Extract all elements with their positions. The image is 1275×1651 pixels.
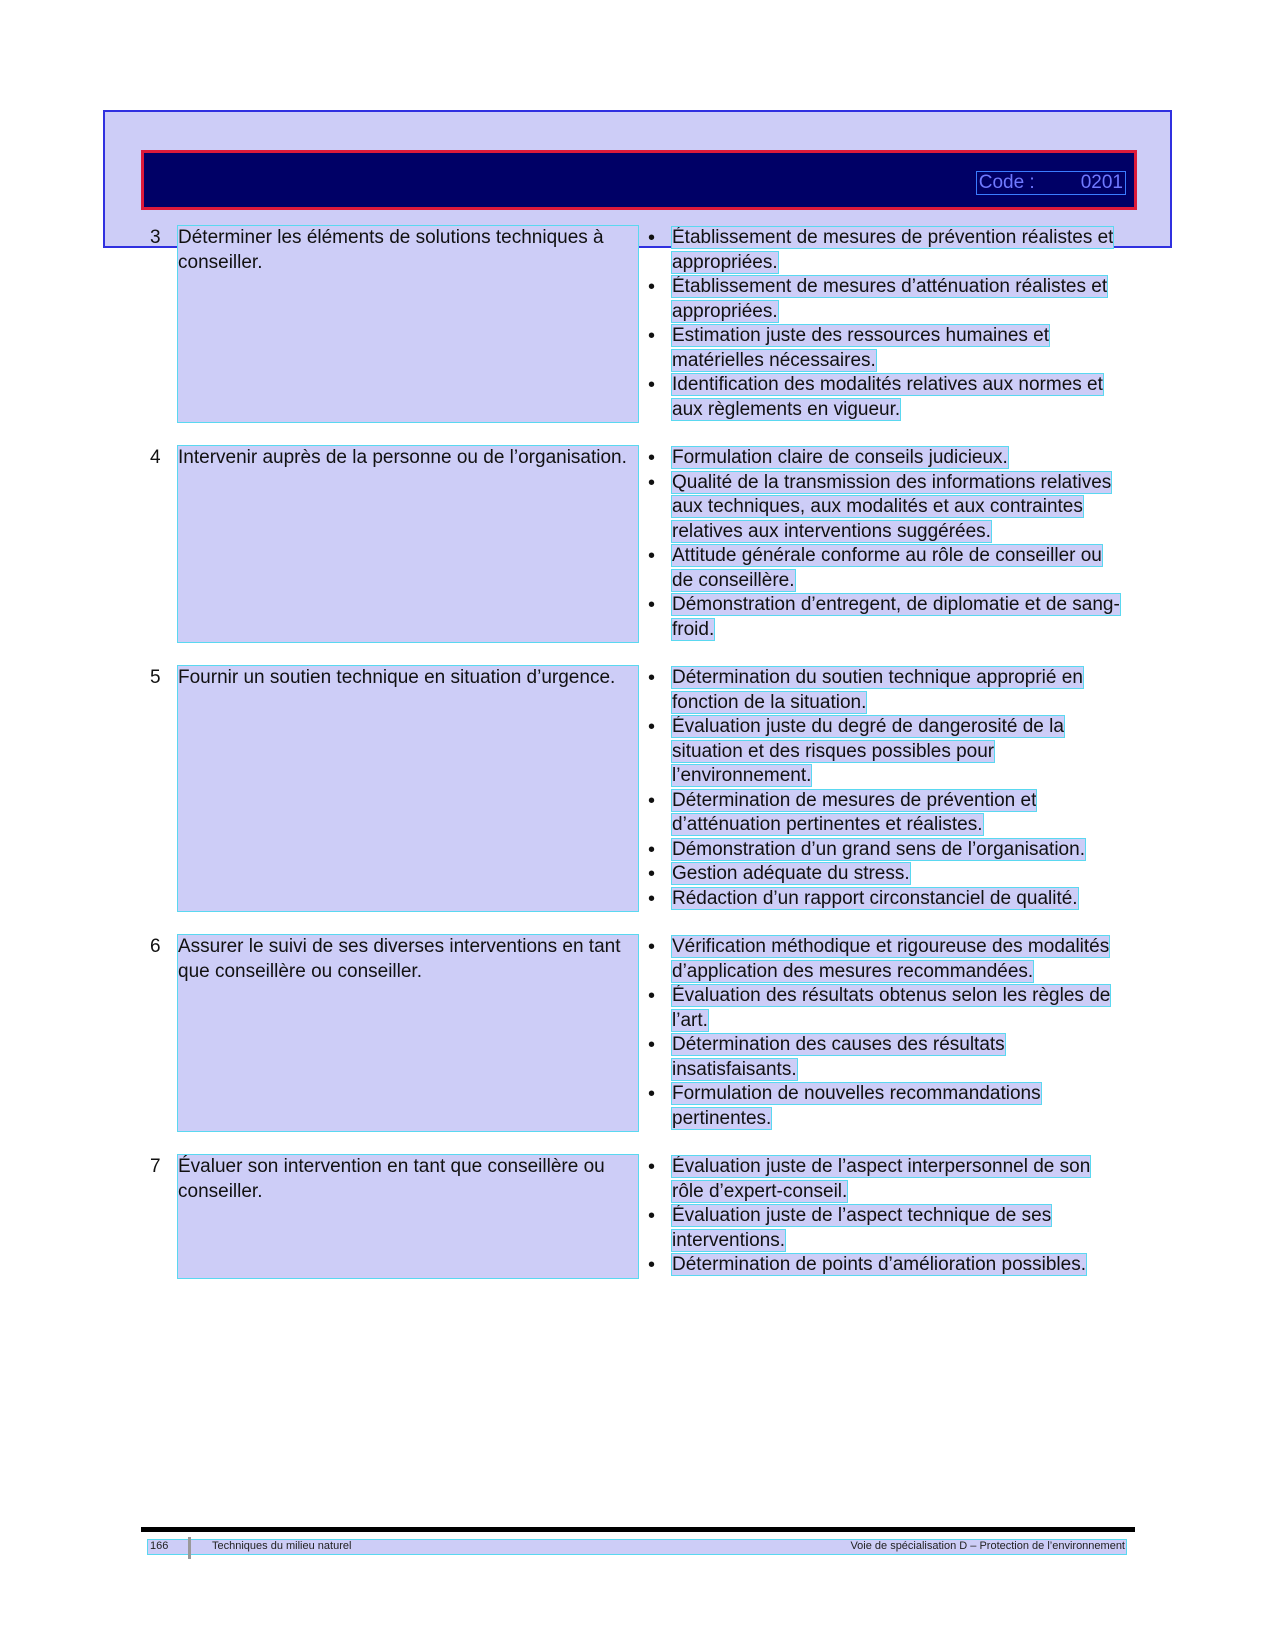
criteria-cell [640, 1155, 1120, 1278]
criteria-cell [640, 226, 1120, 422]
element-cell [150, 935, 640, 1131]
criterion-item: • Identification des modalités relatives aux normes et aux règlements en vigueur. [640, 373, 1120, 422]
table-row [150, 666, 1130, 911]
criteria-cell [640, 666, 1120, 911]
criterion-item: • Formulation claire de conseils judicieux. [640, 446, 1120, 471]
criterion-item: • Évaluation juste de l’aspect interpersonnel de son rôle d’expert-conseil. [640, 1155, 1120, 1204]
element-text: Déterminer les éléments de solutions techniques à conseiller. [178, 226, 638, 422]
criteria-list [640, 666, 1120, 911]
table-row [150, 446, 1130, 642]
criterion-item: • Démonstration d’un grand sens de l’organisation. [640, 838, 1120, 863]
element-cell [150, 1155, 640, 1278]
criteria-cell [640, 446, 1120, 642]
criterion-item: • Détermination de mesures de prévention et d’atténuation pertinentes et réalistes. [640, 789, 1120, 838]
element-number: 5 [150, 667, 161, 688]
criterion-item: • Évaluation juste du degré de dangerosité de la situation et des risques possibles pour l’environnement. [640, 715, 1120, 789]
criterion-item: • Rédaction d’un rapport circonstanciel de qualité. [640, 887, 1120, 912]
criteria-list [640, 935, 1120, 1131]
element-cell [150, 666, 640, 911]
criterion-item: • Qualité de la transmission des informations relatives aux techniques, aux modalités et aux contraintes relatives aux interventions suggérées. [640, 471, 1120, 545]
table-row [150, 935, 1130, 1131]
criterion-item: • Gestion adéquate du stress. [640, 862, 1120, 887]
competency-header-bar [141, 150, 1137, 210]
criteria-list [640, 226, 1120, 422]
criterion-item: • Formulation de nouvelles recommandations pertinentes. [640, 1082, 1120, 1131]
specialization-track: Voie de spécialisation D – Protection de l’environnement [850, 1540, 1125, 1552]
criterion-item: • Attitude générale conforme au rôle de conseiller ou de conseillère. [640, 544, 1120, 593]
element-text: Assurer le suivi de ses diverses interventions en tant que conseillère ou conseiller. [178, 935, 638, 1131]
criteria-list [640, 1155, 1120, 1278]
table-row [150, 226, 1130, 422]
table-row [150, 1155, 1130, 1278]
criteria-cell [640, 935, 1120, 1131]
page-footer [150, 1540, 1125, 1554]
element-number: 7 [150, 1156, 161, 1177]
criterion-item: • Évaluation des résultats obtenus selon les règles de l’art. [640, 984, 1120, 1033]
criterion-item: • Détermination du soutien technique approprié en fonction de la situation. [640, 666, 1120, 715]
element-text: Évaluer son intervention en tant que conseillère ou conseiller. [178, 1155, 638, 1278]
elements-criteria-table [150, 226, 1130, 1302]
footer-rule [141, 1527, 1135, 1532]
element-cell [150, 446, 640, 642]
footer-separator [188, 1537, 191, 1559]
criterion-item: • Établissement de mesures de prévention réalistes et appropriées. [640, 226, 1120, 275]
criterion-item: • Détermination de points d’amélioration possibles. [640, 1253, 1120, 1278]
competency-code [976, 171, 1126, 195]
criterion-item: • Vérification méthodique et rigoureuse des modalités d’application des mesures recommandées. [640, 935, 1120, 984]
criterion-item: • Évaluation juste de l’aspect technique de ses interventions. [640, 1204, 1120, 1253]
element-text: Fournir un soutien technique en situation d’urgence. [178, 666, 638, 911]
page-number: 166 [150, 1540, 169, 1552]
criterion-item: • Établissement de mesures d’atténuation réalistes et appropriées. [640, 275, 1120, 324]
criterion-item: • Estimation juste des ressources humaines et matérielles nécessaires. [640, 324, 1120, 373]
code-value: 0201 [1080, 172, 1123, 193]
element-cell [150, 226, 640, 422]
element-text: Intervenir auprès de la personne ou de l’organisation. [178, 446, 638, 642]
program-name: Techniques du milieu naturel [212, 1540, 352, 1552]
code-label: Code : [978, 172, 1035, 193]
element-number: 6 [150, 936, 161, 957]
element-number: 4 [150, 447, 161, 468]
criteria-list [640, 446, 1120, 642]
element-number: 3 [150, 227, 161, 248]
criterion-item: • Démonstration d’entregent, de diplomatie et de sang-froid. [640, 593, 1120, 642]
criterion-item: • Détermination des causes des résultats insatisfaisants. [640, 1033, 1120, 1082]
